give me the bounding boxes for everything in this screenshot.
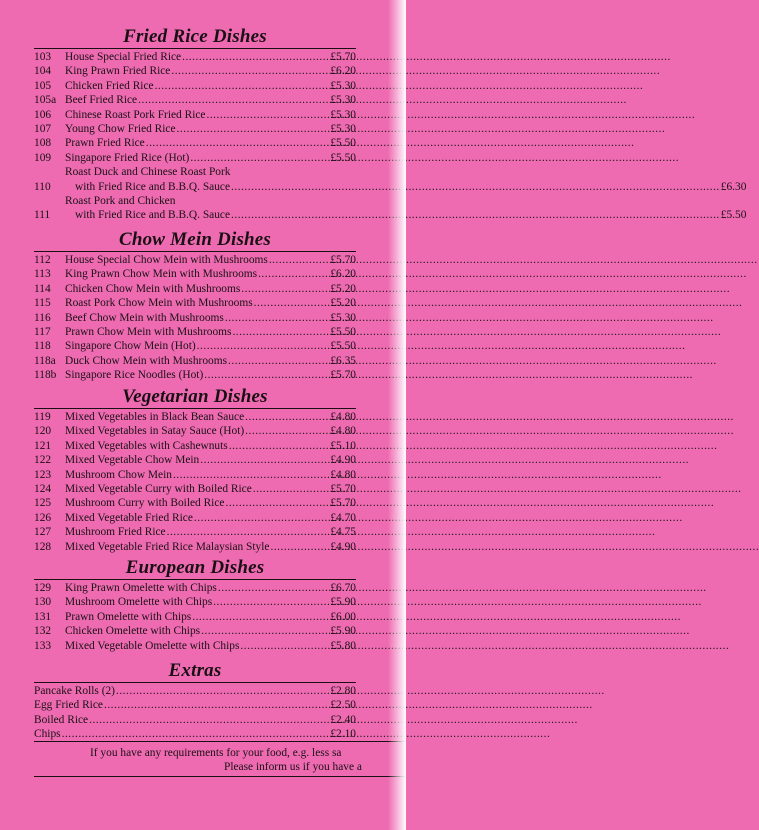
dot-leader [167, 525, 330, 539]
footer-line-2: Please inform us if you have a [224, 761, 362, 774]
item-name: Prawn Fried Rice [65, 137, 145, 150]
item-name: Roast Pork and Chicken [65, 195, 176, 208]
menu-item [34, 684, 356, 698]
item-price: £5.80 [330, 639, 356, 652]
item-number: 130 [34, 596, 52, 609]
item-name: King Prawn Chow Mein with Mushrooms [65, 268, 258, 281]
menu-item [34, 165, 747, 194]
menu-item [34, 354, 356, 368]
dot-leader [116, 684, 329, 698]
item-number: 126 [34, 511, 52, 524]
item-price: £5.50 [720, 209, 747, 222]
dot-leader [190, 151, 329, 165]
item-price: £5.70 [330, 254, 356, 266]
menu-item [34, 610, 356, 624]
menu-item [34, 496, 356, 510]
item-price: £5.50 [330, 340, 356, 353]
dot-leader [253, 482, 330, 496]
item-number: 133 [34, 639, 52, 652]
item-number: 131 [34, 610, 52, 623]
item-number: 121 [34, 439, 52, 452]
item-number: 111 [34, 209, 51, 222]
item-name: Mushroom Chow Mein [65, 468, 172, 481]
item-name: Prawn Chow Mein with Mushrooms [65, 326, 232, 339]
item-number: 108 [34, 137, 52, 150]
item-number: 132 [34, 625, 52, 638]
item-price: £5.30 [330, 79, 356, 92]
menu-item [34, 267, 356, 281]
item-number: 107 [34, 123, 52, 136]
item-name: Singapore Rice Noodles (Hot) [65, 369, 204, 382]
dot-leader [200, 453, 329, 467]
menu-item [34, 79, 356, 93]
menu-item [34, 439, 356, 453]
item-name: Pancake Rolls (2) [34, 685, 115, 697]
menu-item [34, 595, 356, 609]
item-name: Mixed Vegetable Curry with Boiled Rice [65, 483, 252, 496]
item-price: £5.50 [330, 137, 356, 150]
menu-item [34, 424, 356, 438]
dot-leader [229, 439, 330, 453]
item-price: £6.20 [330, 65, 356, 78]
item-price: £6.70 [330, 582, 356, 594]
item-price: £6.20 [330, 268, 356, 281]
menu-item [34, 639, 356, 653]
item-price: £5.50 [330, 326, 356, 339]
menu-item [34, 194, 747, 223]
dot-leader [225, 496, 329, 510]
item-name: Mixed Vegetables with Cashewnuts [65, 439, 228, 452]
dot-leader [197, 339, 330, 353]
item-list [34, 50, 747, 223]
item-name: House Special Chow Mein with Mushrooms [65, 254, 268, 266]
dot-leader [254, 296, 330, 310]
item-number: 105a [34, 94, 57, 107]
item-name-continued: with Fried Rice and B.B.Q. Sauce [75, 180, 231, 193]
item-name: Mixed Vegetable Omelette with Chips [65, 639, 240, 652]
item-number: 118b [34, 369, 57, 382]
item-price: £4.75 [330, 526, 356, 539]
menu-item [34, 713, 356, 727]
dot-leader [232, 325, 329, 339]
menu-item [34, 410, 356, 424]
item-number: 117 [34, 326, 51, 339]
section-title: European Dishes [125, 557, 265, 578]
item-name: Young Chow Fried Rice [65, 123, 176, 136]
dot-leader [240, 639, 329, 653]
item-name: Mixed Vegetables in Satay Sauce (Hot) [65, 425, 245, 438]
item-name: Mixed Vegetables in Black Bean Sauce [65, 411, 245, 423]
item-price: £5.30 [330, 108, 356, 121]
item-list [34, 684, 356, 742]
section-divider [34, 251, 356, 252]
dot-leader [89, 713, 329, 727]
item-name: Chicken Omelette with Chips [65, 625, 201, 638]
item-name: Singapore Chow Mein (Hot) [65, 340, 196, 353]
section-european [34, 557, 356, 653]
item-name: Mixed Vegetable Fried Rice [65, 511, 193, 524]
item-number: 128 [34, 540, 52, 553]
dot-leader [218, 581, 329, 595]
footer-line-1: If you have any requirements for your food, e.g. less sa [90, 747, 342, 759]
item-price: £6.00 [330, 610, 356, 623]
dot-leader [177, 122, 330, 136]
dot-leader [62, 727, 330, 741]
item-price: £4.70 [330, 511, 356, 524]
item-number: 123 [34, 468, 52, 481]
item-name: Chips [34, 728, 61, 741]
dot-leader [155, 79, 330, 93]
item-number: 129 [34, 582, 52, 594]
section-vegetarian [34, 386, 356, 554]
item-number: 116 [34, 311, 51, 324]
menu-item [34, 525, 356, 539]
item-list [34, 581, 356, 653]
section-divider [34, 408, 356, 409]
section-title: Extras [168, 660, 222, 681]
dot-leader [206, 108, 329, 122]
dot-leader [245, 424, 329, 438]
item-name: Mixed Vegetable Fried Rice Malaysian Style [65, 540, 270, 553]
item-number: 114 [34, 282, 51, 295]
item-price: £5.70 [330, 51, 356, 63]
dot-leader [194, 511, 329, 525]
section-divider [34, 48, 356, 49]
menu-item [34, 136, 356, 150]
item-price: £5.70 [330, 369, 356, 382]
section-title: Vegetarian Dishes [122, 386, 268, 407]
footer-divider [34, 741, 406, 742]
section-divider [34, 682, 356, 683]
section-divider [34, 579, 356, 580]
paper-edge [388, 0, 406, 830]
item-price: £5.30 [330, 311, 356, 324]
menu-item [34, 482, 356, 496]
menu-item [34, 253, 356, 267]
dot-leader [192, 610, 329, 624]
dot-leader [228, 354, 329, 368]
item-name: Beef Chow Mein with Mushrooms [65, 311, 224, 324]
menu-item [34, 296, 356, 310]
menu-item [34, 93, 356, 107]
item-price: £5.90 [330, 596, 356, 609]
item-name: King Prawn Omelette with Chips [65, 582, 217, 594]
section-extras [34, 660, 356, 742]
item-number: 118 [34, 340, 51, 353]
item-name: Mushroom Fried Rice [65, 526, 166, 539]
item-name: Duck Chow Mein with Mushrooms [65, 354, 227, 367]
dot-leader [245, 410, 329, 424]
item-price: £5.70 [330, 483, 356, 496]
item-number: 113 [34, 268, 51, 281]
menu-item [34, 311, 356, 325]
item-number: 118a [34, 354, 56, 367]
item-price: £5.50 [330, 151, 356, 164]
menu-item [34, 108, 356, 122]
menu-item [34, 122, 356, 136]
item-name-continued: with Fried Rice and B.B.Q. Sauce [75, 209, 231, 222]
item-name: Chicken Chow Mein with Mushrooms [65, 282, 241, 295]
dot-leader [225, 311, 330, 325]
item-price: £6.35 [330, 354, 356, 367]
item-price: £4.80 [330, 425, 356, 438]
item-number: 110 [34, 180, 51, 193]
dot-leader [241, 282, 329, 296]
menu-item [34, 727, 356, 741]
item-number: 105 [34, 79, 52, 92]
dot-leader [201, 624, 329, 638]
item-name: Singapore Fried Rice (Hot) [65, 151, 190, 164]
dot-leader [231, 180, 720, 194]
menu-item [34, 540, 356, 554]
menu-item [34, 64, 356, 78]
item-name: King Prawn Fried Rice [65, 65, 171, 78]
section-fried-rice [34, 26, 747, 223]
dot-leader [269, 253, 330, 267]
dot-leader [182, 50, 329, 64]
item-name: Mushroom Curry with Boiled Rice [65, 497, 225, 510]
item-price: £2.80 [330, 685, 356, 697]
dot-leader [231, 208, 720, 222]
item-number: 125 [34, 497, 52, 510]
dot-leader [146, 136, 330, 150]
item-name: Mushroom Omelette with Chips [65, 596, 213, 609]
section-title: Chow Mein Dishes [118, 229, 272, 250]
menu-item [34, 325, 356, 339]
item-price: £2.50 [330, 699, 356, 712]
menu-item [34, 581, 356, 595]
item-number: 112 [34, 254, 51, 266]
item-price: £4.90 [330, 454, 356, 467]
menu-item [34, 468, 356, 482]
menu-item [34, 453, 356, 467]
menu-item [34, 151, 356, 165]
item-price: £4.80 [330, 468, 356, 481]
item-number: 104 [34, 65, 52, 78]
menu-item [34, 511, 356, 525]
dot-leader [104, 698, 329, 712]
item-price: £5.70 [330, 497, 356, 510]
item-name: Roast Pork Chow Mein with Mushrooms [65, 297, 253, 310]
menu-item [34, 282, 356, 296]
item-price: £4.90 [330, 540, 356, 553]
footer-note [34, 746, 414, 775]
item-price: £5.90 [330, 625, 356, 638]
item-list [34, 410, 356, 554]
dot-leader [173, 468, 329, 482]
dot-leader [258, 267, 329, 281]
item-price: £5.20 [330, 282, 356, 295]
item-price: £6.30 [720, 180, 747, 193]
item-number: 120 [34, 425, 52, 438]
item-number: 103 [34, 51, 52, 63]
item-name: Beef Fried Rice [65, 94, 138, 107]
dot-leader [138, 93, 329, 107]
item-name: Mixed Vegetable Chow Mein [65, 454, 200, 467]
menu-item [34, 624, 356, 638]
item-name: House Special Fried Rice [65, 51, 182, 63]
menu-item [34, 698, 356, 712]
menu-item [34, 339, 356, 353]
item-name: Chicken Fried Rice [65, 79, 154, 92]
section-title: Fried Rice Dishes [123, 26, 267, 47]
item-number: 122 [34, 454, 52, 467]
item-number: 115 [34, 297, 51, 310]
item-number: 109 [34, 151, 52, 164]
dot-leader [171, 64, 329, 78]
item-name: Egg Fried Rice [34, 699, 103, 712]
item-name: Chinese Roast Pork Fried Rice [65, 108, 206, 121]
item-name: Prawn Omelette with Chips [65, 610, 192, 623]
dot-leader [270, 540, 329, 554]
footer-bottom-divider [34, 776, 406, 777]
item-number: 127 [34, 526, 52, 539]
item-name: Boiled Rice [34, 713, 89, 726]
item-number: 124 [34, 483, 52, 496]
item-price: £5.20 [330, 297, 356, 310]
item-number: 119 [34, 411, 51, 423]
item-number: 106 [34, 108, 52, 121]
item-price: £4.80 [330, 411, 356, 423]
dot-leader [204, 368, 329, 382]
menu-item [34, 368, 356, 382]
section-chow-mein [34, 229, 356, 383]
dot-leader [213, 595, 329, 609]
item-price: £5.30 [330, 94, 356, 107]
item-price: £2.10 [330, 728, 356, 741]
item-price: £5.30 [330, 123, 356, 136]
item-price: £5.10 [330, 439, 356, 452]
menu-item [34, 50, 356, 64]
item-list [34, 253, 356, 383]
item-price: £2.40 [330, 713, 356, 726]
item-name: Roast Duck and Chinese Roast Pork [65, 166, 231, 179]
